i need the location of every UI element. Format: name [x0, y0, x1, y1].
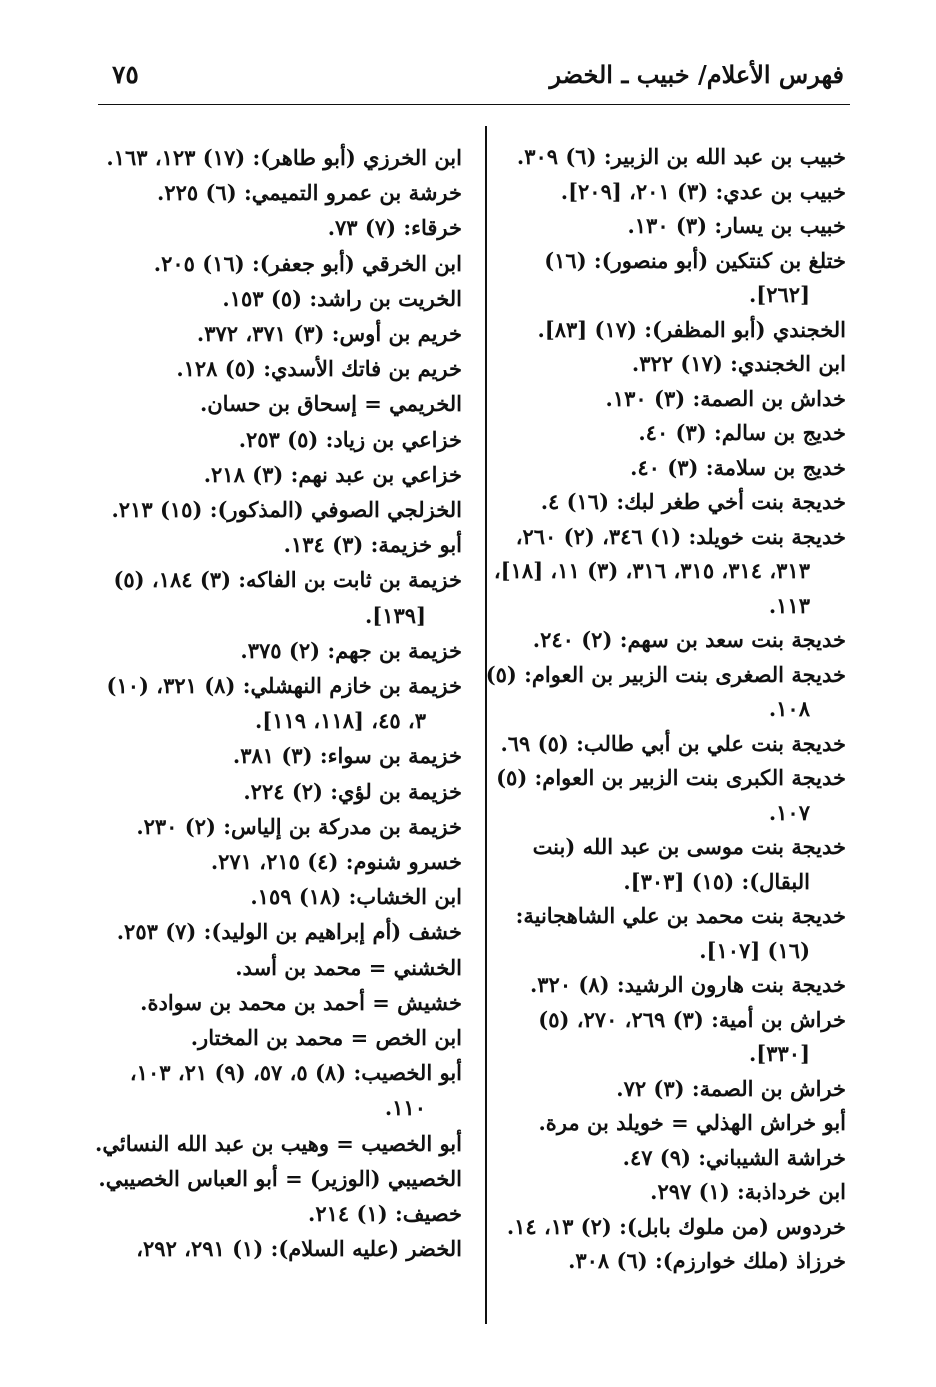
page-number: ٧٥: [112, 60, 139, 89]
index-entry: الخريمي = إسحاق بن حسان.: [199, 391, 462, 417]
index-entry: خديجة الكبرى بنت الزبير بن العوام: (٥) ١٠٧.: [496, 765, 846, 825]
index-entry: خزاعي بن عبد نهم: (٣) ٢١٨.: [203, 461, 462, 487]
index-entry: أبو خراش الهذلي = خويلد بن مرة.: [538, 1110, 846, 1135]
index-entry: خبيب بن عدي: (٣) ٢٠١، [٢٠٩].: [560, 178, 846, 204]
index-entry: الخجندي (أبو المظفر): (١٧) [٨٣].: [537, 316, 846, 342]
index-entry: خزيمة بن مدركة بن إلياس: (٢) ٢٣٠.: [136, 813, 462, 839]
index-entry: خديج بن سالم: (٣) ٤٠.: [638, 420, 846, 445]
index-entry: خزيمة بن جهم: (٢) ٣٧٥.: [240, 637, 462, 663]
index-entry: خرقاء: (٧) ٧٣.: [327, 215, 462, 241]
index-entry: الخريت بن راشد: (٥) ١٥٣.: [222, 285, 462, 311]
index-entry: خداش بن الصمة: (٣) ١٣٠.: [605, 385, 846, 411]
running-title: فهرس الأعلام/ خبيب ـ الخضر: [549, 60, 844, 89]
index-entry: ابن الخرقي (أبو جعفر): (١٦) ٢٠٥.: [153, 250, 462, 276]
index-entry: خديجة بنت هارون الرشيد: (٨) ٣٢٠.: [529, 972, 846, 997]
index-entry: أبو الخصيب = وهيب بن عبد الله النسائي.: [95, 1130, 462, 1156]
index-entry: خريم بن فاتك الأسدي: (٥) ١٢٨.: [176, 356, 462, 382]
index-column-right: [478, 140, 846, 1279]
index-entry: خديجة بنت أخي طغر لبك: (١٦) ٤.: [540, 489, 846, 514]
index-entry: خصيف: (١) ٢١٤.: [308, 1201, 462, 1227]
index-entry: خرشة بن عمرو التميمي: (٦) ٢٢٥.: [157, 180, 462, 206]
index-entry: أبو خزيمة: (٣) ١٣٤.: [283, 532, 462, 558]
index-entry: خزيمة بن خازم النهشلي: (٨) ٣٢١، (١٠) ٣، ٤٥، [١١٨، ١١٩].: [106, 673, 462, 734]
index-entry: خشيش = أحمد بن محمد بن سوادة.: [140, 989, 462, 1015]
index-entry: ابن الخرزي (أبو طاهر): (١٧) ١٢٣، ١٦٣.: [106, 145, 462, 170]
index-entry: ابن الخشاب: (١٨) ١٥٩.: [250, 884, 462, 910]
index-entry: خديجة بنت علي بن أبي طالب: (٥) ٦٩.: [500, 730, 846, 756]
index-entry: خزيمة بن لؤي: (٢) ٢٢٤.: [243, 778, 462, 804]
index-entry: خزاعي بن زياد: (٥) ٢٥٣.: [238, 426, 462, 452]
index-entry: خديجة بنت خويلد: (١) ٣٤٦، (٢) ٢٦٠، ٣١٣، ٣١٤، ٣١٥، ٣١٦، (٣) ١١، [١٨]، ١١٣.: [493, 523, 846, 618]
index-entry: خديجة بنت سعد بن سهم: (٢) ٢٤٠.: [532, 627, 846, 652]
index-entry: خبيب بن عبد الله بن الزبير: (٦) ٣٠٩.: [516, 144, 846, 169]
index-column-left: [94, 140, 462, 1267]
index-entry: خراش بن أمية: (٣) ٢٦٩، ٢٧٠، (٥) [٣٣٠].: [538, 1006, 846, 1066]
index-entry: خديج بن سلامة: (٣) ٤٠.: [630, 454, 846, 480]
index-entry: الخشني = محمد بن أسد.: [235, 954, 462, 980]
index-entry: الخزلجي الصوفي (المذكور): (١٥) ٢١٣.: [111, 497, 462, 523]
index-entry: خراشة الشيباني: (٩) ٤٧.: [622, 1144, 846, 1170]
index-entry: خراش بن الصمة: (٣) ٧٢.: [616, 1075, 846, 1101]
index-entry: ختلغ بن كنتكين (أبو منصور): (١٦) [٢٦٢].: [544, 247, 846, 307]
header-rule: [98, 104, 850, 105]
index-entry: خسرو شنوم: (٤) ٢١٥، ٢٧١.: [210, 849, 462, 875]
index-entry: خبيب بن يسار: (٣) ١٣٠.: [627, 213, 846, 238]
index-entry: خردوس (من ملوك بابل): (٢) ١٣، ١٤.: [506, 1213, 846, 1239]
index-entry: خديجة بنت محمد بن علي الشاهجانية: (١٦) [١٠٧].: [515, 903, 846, 963]
index-entry: ابن الخجندي: (١٧) ٣٢٢.: [631, 351, 846, 376]
index-entry: خريم بن أوس: (٣) ٣٧١، ٣٧٢.: [196, 321, 462, 347]
index-entry: خديجة الصغرى بنت الزبير بن العوام: (٥) ١٠٨.: [485, 661, 846, 721]
index-entry: الخصيبي (الوزير) = أبو العباس الخصيبي.: [98, 1165, 462, 1191]
index-entry: خزيمة بن ثابت بن الفاكه: (٣) ١٨٤، (٥) [١٣٩].: [113, 567, 462, 628]
index-entry: خديجة بنت موسى بن عبد الله (بنت البقال): (١٥) [٣٠٣].: [532, 834, 846, 894]
index-entry: خزيمة بن سواء: (٣) ٣٨١.: [232, 743, 462, 769]
index-entry: ابن الخص = محمد بن المختار.: [190, 1025, 462, 1051]
index-entry: أبو الخصيب: (٨) ٥، ٥٧، (٩) ٢١، ١٠٣، ١١٠.: [129, 1060, 462, 1121]
index-entry: خشف (أم إبراهيم بن الوليد): (٧) ٢٥٣.: [116, 919, 462, 945]
index-entry: ابن خرداذبة: (١) ٢٩٧.: [650, 1179, 846, 1204]
index-entry: الخضر (عليه السلام): (١) ٢٩١، ٢٩٢،: [136, 1236, 462, 1262]
index-entry: خرزاذ (ملك خوارزم): (٦) ٣٠٨.: [568, 1248, 846, 1273]
